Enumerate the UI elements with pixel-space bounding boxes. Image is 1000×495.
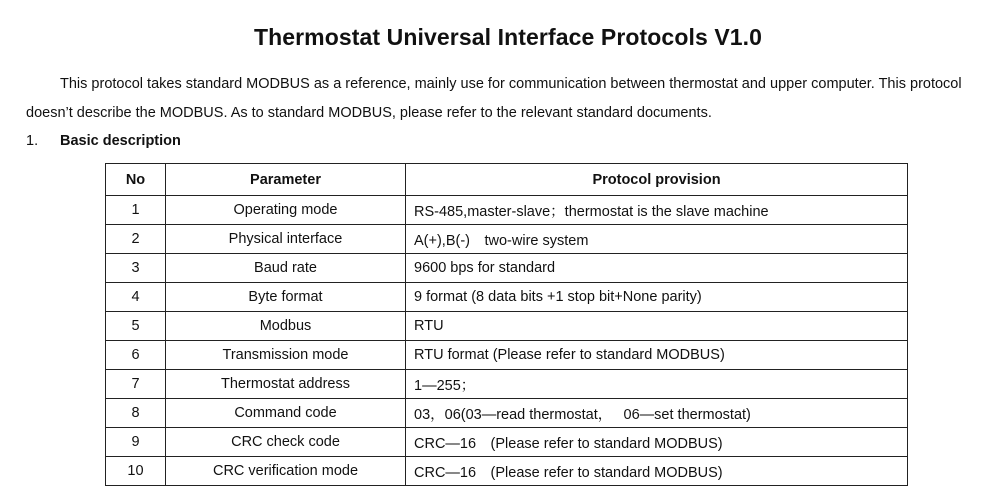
table-row bbox=[106, 457, 908, 486]
table-row bbox=[106, 225, 908, 254]
cell-parameter: Command code bbox=[166, 399, 406, 428]
cell-parameter: Modbus bbox=[166, 312, 406, 341]
cell-no: 1 bbox=[106, 196, 166, 225]
cell-provision: 9 format (8 data bits +1 stop bit+None parity) bbox=[406, 283, 908, 312]
table-row bbox=[106, 341, 908, 370]
header-no: No bbox=[106, 164, 166, 196]
cell-provision: 03，06(03—read thermostat， 06—set thermostat) bbox=[406, 399, 908, 428]
section-heading bbox=[26, 133, 181, 149]
table-row bbox=[106, 312, 908, 341]
section-number: 1. bbox=[26, 133, 39, 149]
cell-parameter: Operating mode bbox=[166, 196, 406, 225]
cell-parameter: CRC check code bbox=[166, 428, 406, 457]
cell-no: 2 bbox=[106, 225, 166, 254]
cell-provision: RS-485,master-slave；thermostat is the slave machine bbox=[406, 196, 908, 225]
cell-provision: A(+),B(-) two-wire system bbox=[406, 225, 908, 254]
section-title: Basic description bbox=[60, 133, 181, 149]
table-header-row bbox=[106, 164, 908, 196]
cell-provision: 1—255； bbox=[406, 370, 908, 399]
cell-provision: CRC—16 (Please refer to standard MODBUS) bbox=[406, 457, 908, 486]
table-row bbox=[106, 399, 908, 428]
cell-no: 10 bbox=[106, 457, 166, 486]
cell-parameter: Physical interface bbox=[166, 225, 406, 254]
cell-no: 6 bbox=[106, 341, 166, 370]
table-row bbox=[106, 428, 908, 457]
cell-parameter: CRC verification mode bbox=[166, 457, 406, 486]
table-row bbox=[106, 283, 908, 312]
cell-no: 8 bbox=[106, 399, 166, 428]
cell-no: 4 bbox=[106, 283, 166, 312]
cell-provision: RTU format (Please refer to standard MODBUS) bbox=[406, 341, 908, 370]
document-title: Thermostat Universal Interface Protocols V1.0 bbox=[253, 24, 763, 50]
cell-no: 7 bbox=[106, 370, 166, 399]
cell-parameter: Transmission mode bbox=[166, 341, 406, 370]
cell-parameter: Baud rate bbox=[166, 254, 406, 283]
cell-no: 9 bbox=[106, 428, 166, 457]
header-provision: Protocol provision bbox=[406, 164, 908, 196]
cell-parameter: Byte format bbox=[166, 283, 406, 312]
cell-provision: RTU bbox=[406, 312, 908, 341]
cell-provision: 9600 bps for standard bbox=[406, 254, 908, 283]
table-row bbox=[106, 370, 908, 399]
header-parameter: Parameter bbox=[166, 164, 406, 196]
table-row bbox=[106, 196, 908, 225]
cell-no: 3 bbox=[106, 254, 166, 283]
cell-parameter: Thermostat address bbox=[166, 370, 406, 399]
cell-no: 5 bbox=[106, 312, 166, 341]
table-row bbox=[106, 254, 908, 283]
cell-provision: CRC—16 (Please refer to standard MODBUS) bbox=[406, 428, 908, 457]
intro-paragraph: This protocol takes standard MODBUS as a reference, mainly use for communication between thermostat and upper computer. This protocol doesn’t describe the MODBUS. As to standard MODBUS, please refer to the relevant standard documents. bbox=[26, 76, 962, 121]
basic-description-table bbox=[105, 163, 908, 486]
